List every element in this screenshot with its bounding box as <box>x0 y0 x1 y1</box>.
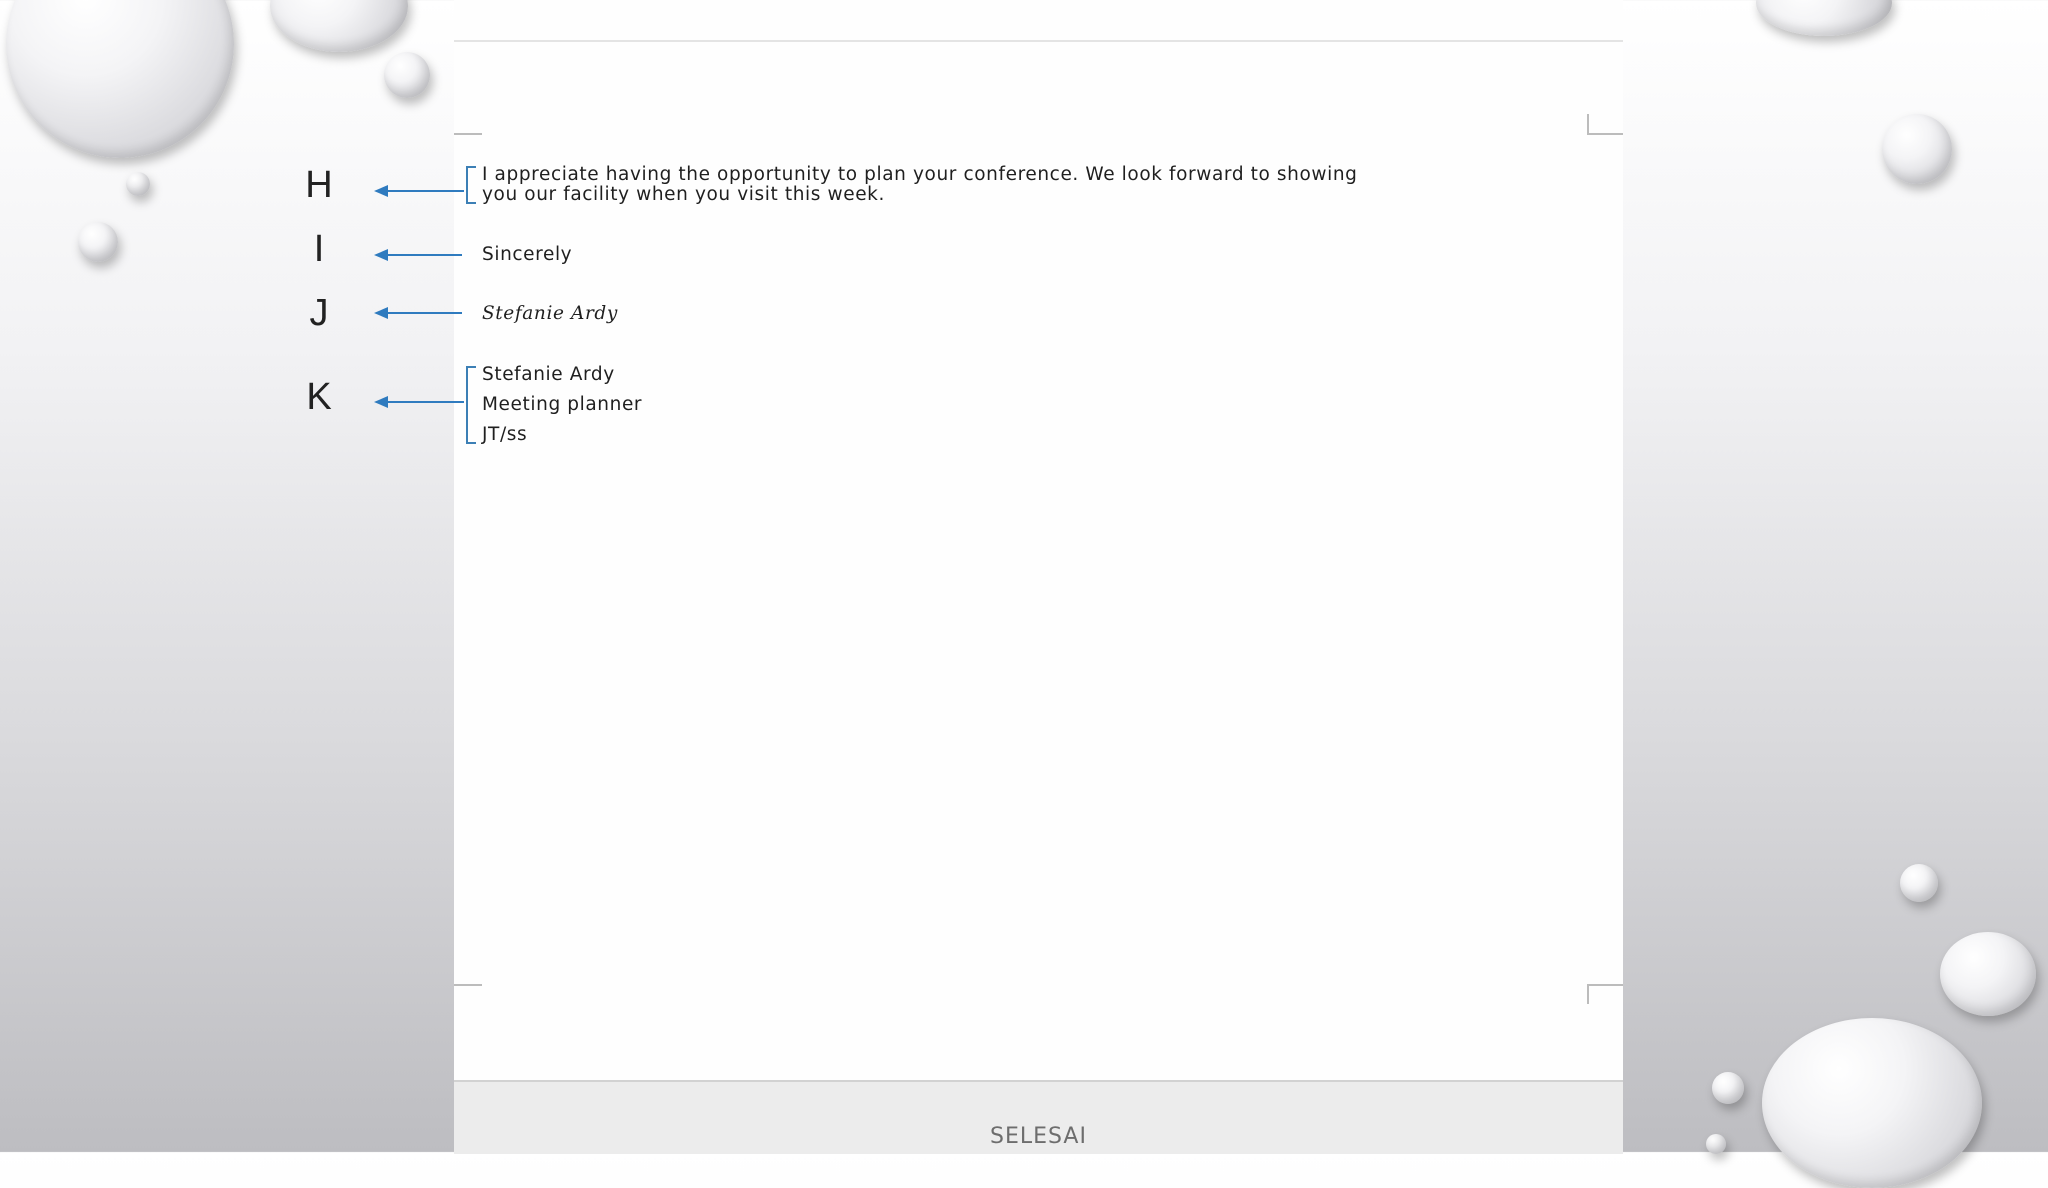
arrow-j-head <box>374 307 388 319</box>
complimentary-close: Sincerely <box>482 244 573 265</box>
label-h: H <box>305 164 333 206</box>
reference-initials: JT/ss <box>482 424 528 445</box>
arrow-k-head <box>374 396 388 408</box>
selesai-label: SELESAI <box>990 1124 1087 1149</box>
signature-block-name: Stefanie Ardy <box>482 364 615 385</box>
closing-paragraph-line-1: I appreciate having the opportunity to plan your conference. We look forward to showing <box>482 164 1358 185</box>
label-k: K <box>306 376 332 418</box>
arrow-i-head <box>374 249 388 261</box>
label-j: J <box>309 292 329 334</box>
signature-block-title: Meeting planner <box>482 394 643 415</box>
arrow-h-head <box>374 185 388 197</box>
bottom-bar <box>454 1080 1623 1154</box>
signature: Stefanie Ardy <box>482 303 618 324</box>
closing-paragraph-line-2: you our facility when you visit this week. <box>482 184 885 205</box>
label-i: I <box>313 228 325 270</box>
